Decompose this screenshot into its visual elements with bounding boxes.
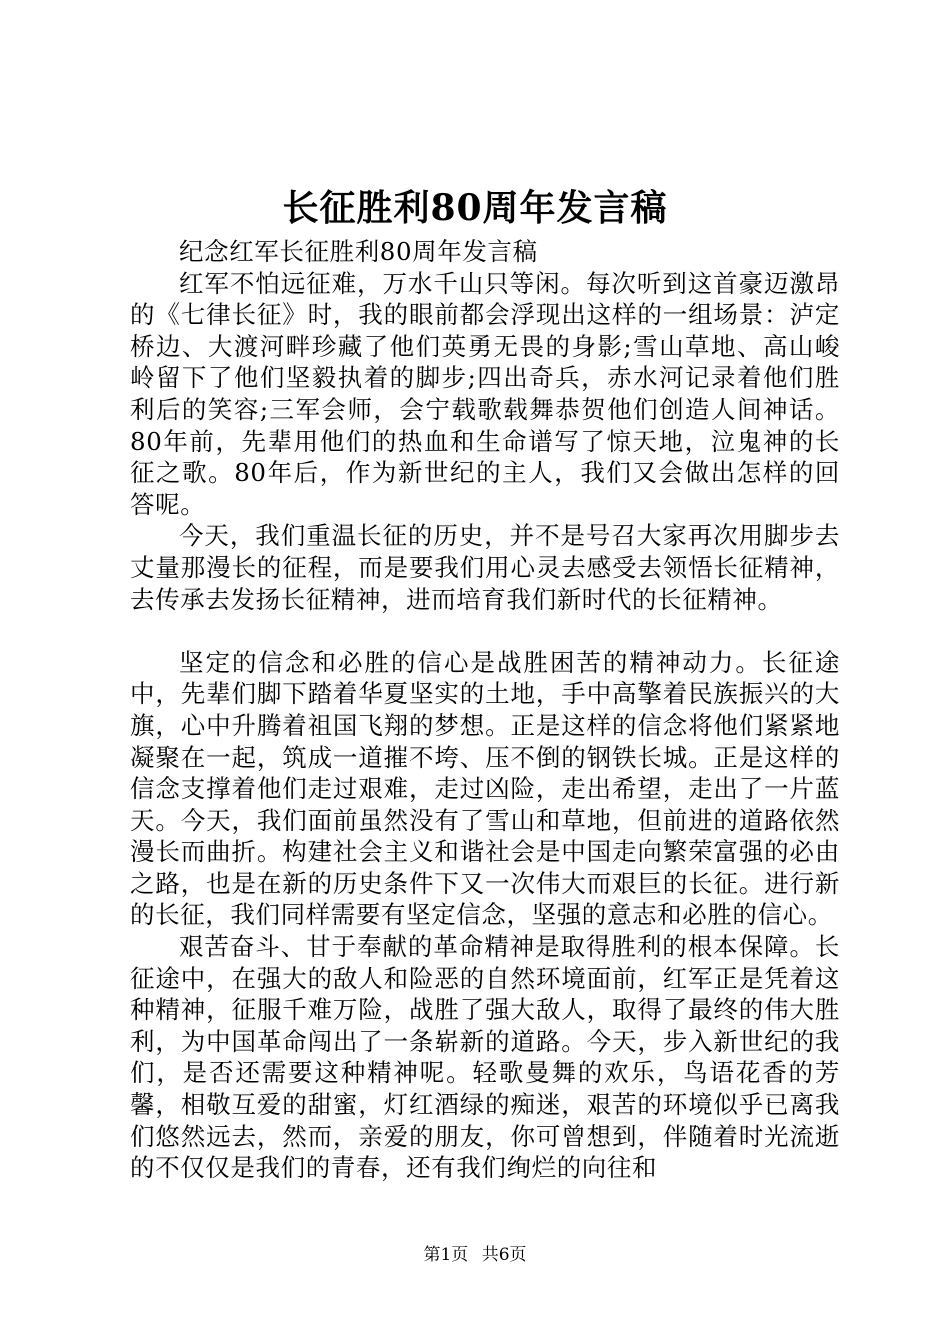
page-title: 长征胜利80周年发言稿 <box>282 187 668 229</box>
page-number: 第1页 <box>423 1245 469 1265</box>
document-body <box>130 236 840 1184</box>
subtitle-paragraph: 纪念红军长征胜利80周年发言稿 <box>179 237 538 266</box>
body-paragraph-3: 坚定的信念和必胜的信心是战胜困苦的精神动力。长征途中，先辈们脚下踏着华夏坚实的土地，手中高擎着民族振兴的大旗，心中升腾着祖国飞翔的梦想。正是这样的信念将他们紧紧地凝聚在一起，筑成一道摧不垮、压不倒的钢铁长城。正是这样的信念支撑着他们走过艰难，走过凶险，走出希望，走出了一片蓝天。今天，我们面前虽然没有了雪山和草地，但前进的道路依然漫长而曲折。构建社会主义和谐社会是中国走向繁荣富强的必由之路，也是在新的历史条件下又一次伟大而艰巨的长征。进行新的长征，我们同样需要有坚定信念，坚强的意志和必胜的信心。 <box>130 647 840 930</box>
body-paragraph-2: 今天，我们重温长征的历史，并不是号召大家再次用脚步去丈量那漫长的征程，而是要我们用心灵去感受去领悟长征精神，去传承去发扬长征精神，进而培育我们新时代的长征精神。 <box>130 521 840 614</box>
body-paragraph-4: 艰苦奋斗、甘于奉献的革命精神是取得胜利的根本保障。长征途中，在强大的敌人和险恶的自然环境面前，红军正是凭着这种精神，征服千难万险，战胜了强大敌人，取得了最终的伟大胜利，为中国革命闯出了一条崭新的道路。今天，步入新世纪的我们，是否还需要这种精神呢。轻歌曼舞的欢乐，鸟语花香的芳馨，相敬互爱的甜蜜，灯红酒绿的痴迷，艰苦的环境似乎已离我们悠然远去，然而，亲爱的朋友，你可曾想到，伴随着时光流逝的不仅仅是我们的青春，还有我们绚烂的向往和 <box>130 932 840 1183</box>
page-footer <box>0 1244 950 1266</box>
page-total: 共6页 <box>481 1245 527 1265</box>
body-paragraph-1: 红军不怕远征难，万水千山只等闲。每次听到这首豪迈激昂的《七律长征》时，我的眼前都会浮现出这样的一组场景：泸定桥边、大渡河畔珍藏了他们英勇无畏的身影;雪山草地、高山峻岭留下了他们坚毅执着的脚步;四出奇兵，赤水河记录着他们胜利后的笑容;三军会师，会宁载歌载舞恭贺他们创造人间神话。80年前，先辈用他们的热血和生命谱写了惊天地，泣鬼神的长征之歌。80年后，作为新世纪的主人，我们又会做出怎样的回答呢。 <box>130 268 840 519</box>
